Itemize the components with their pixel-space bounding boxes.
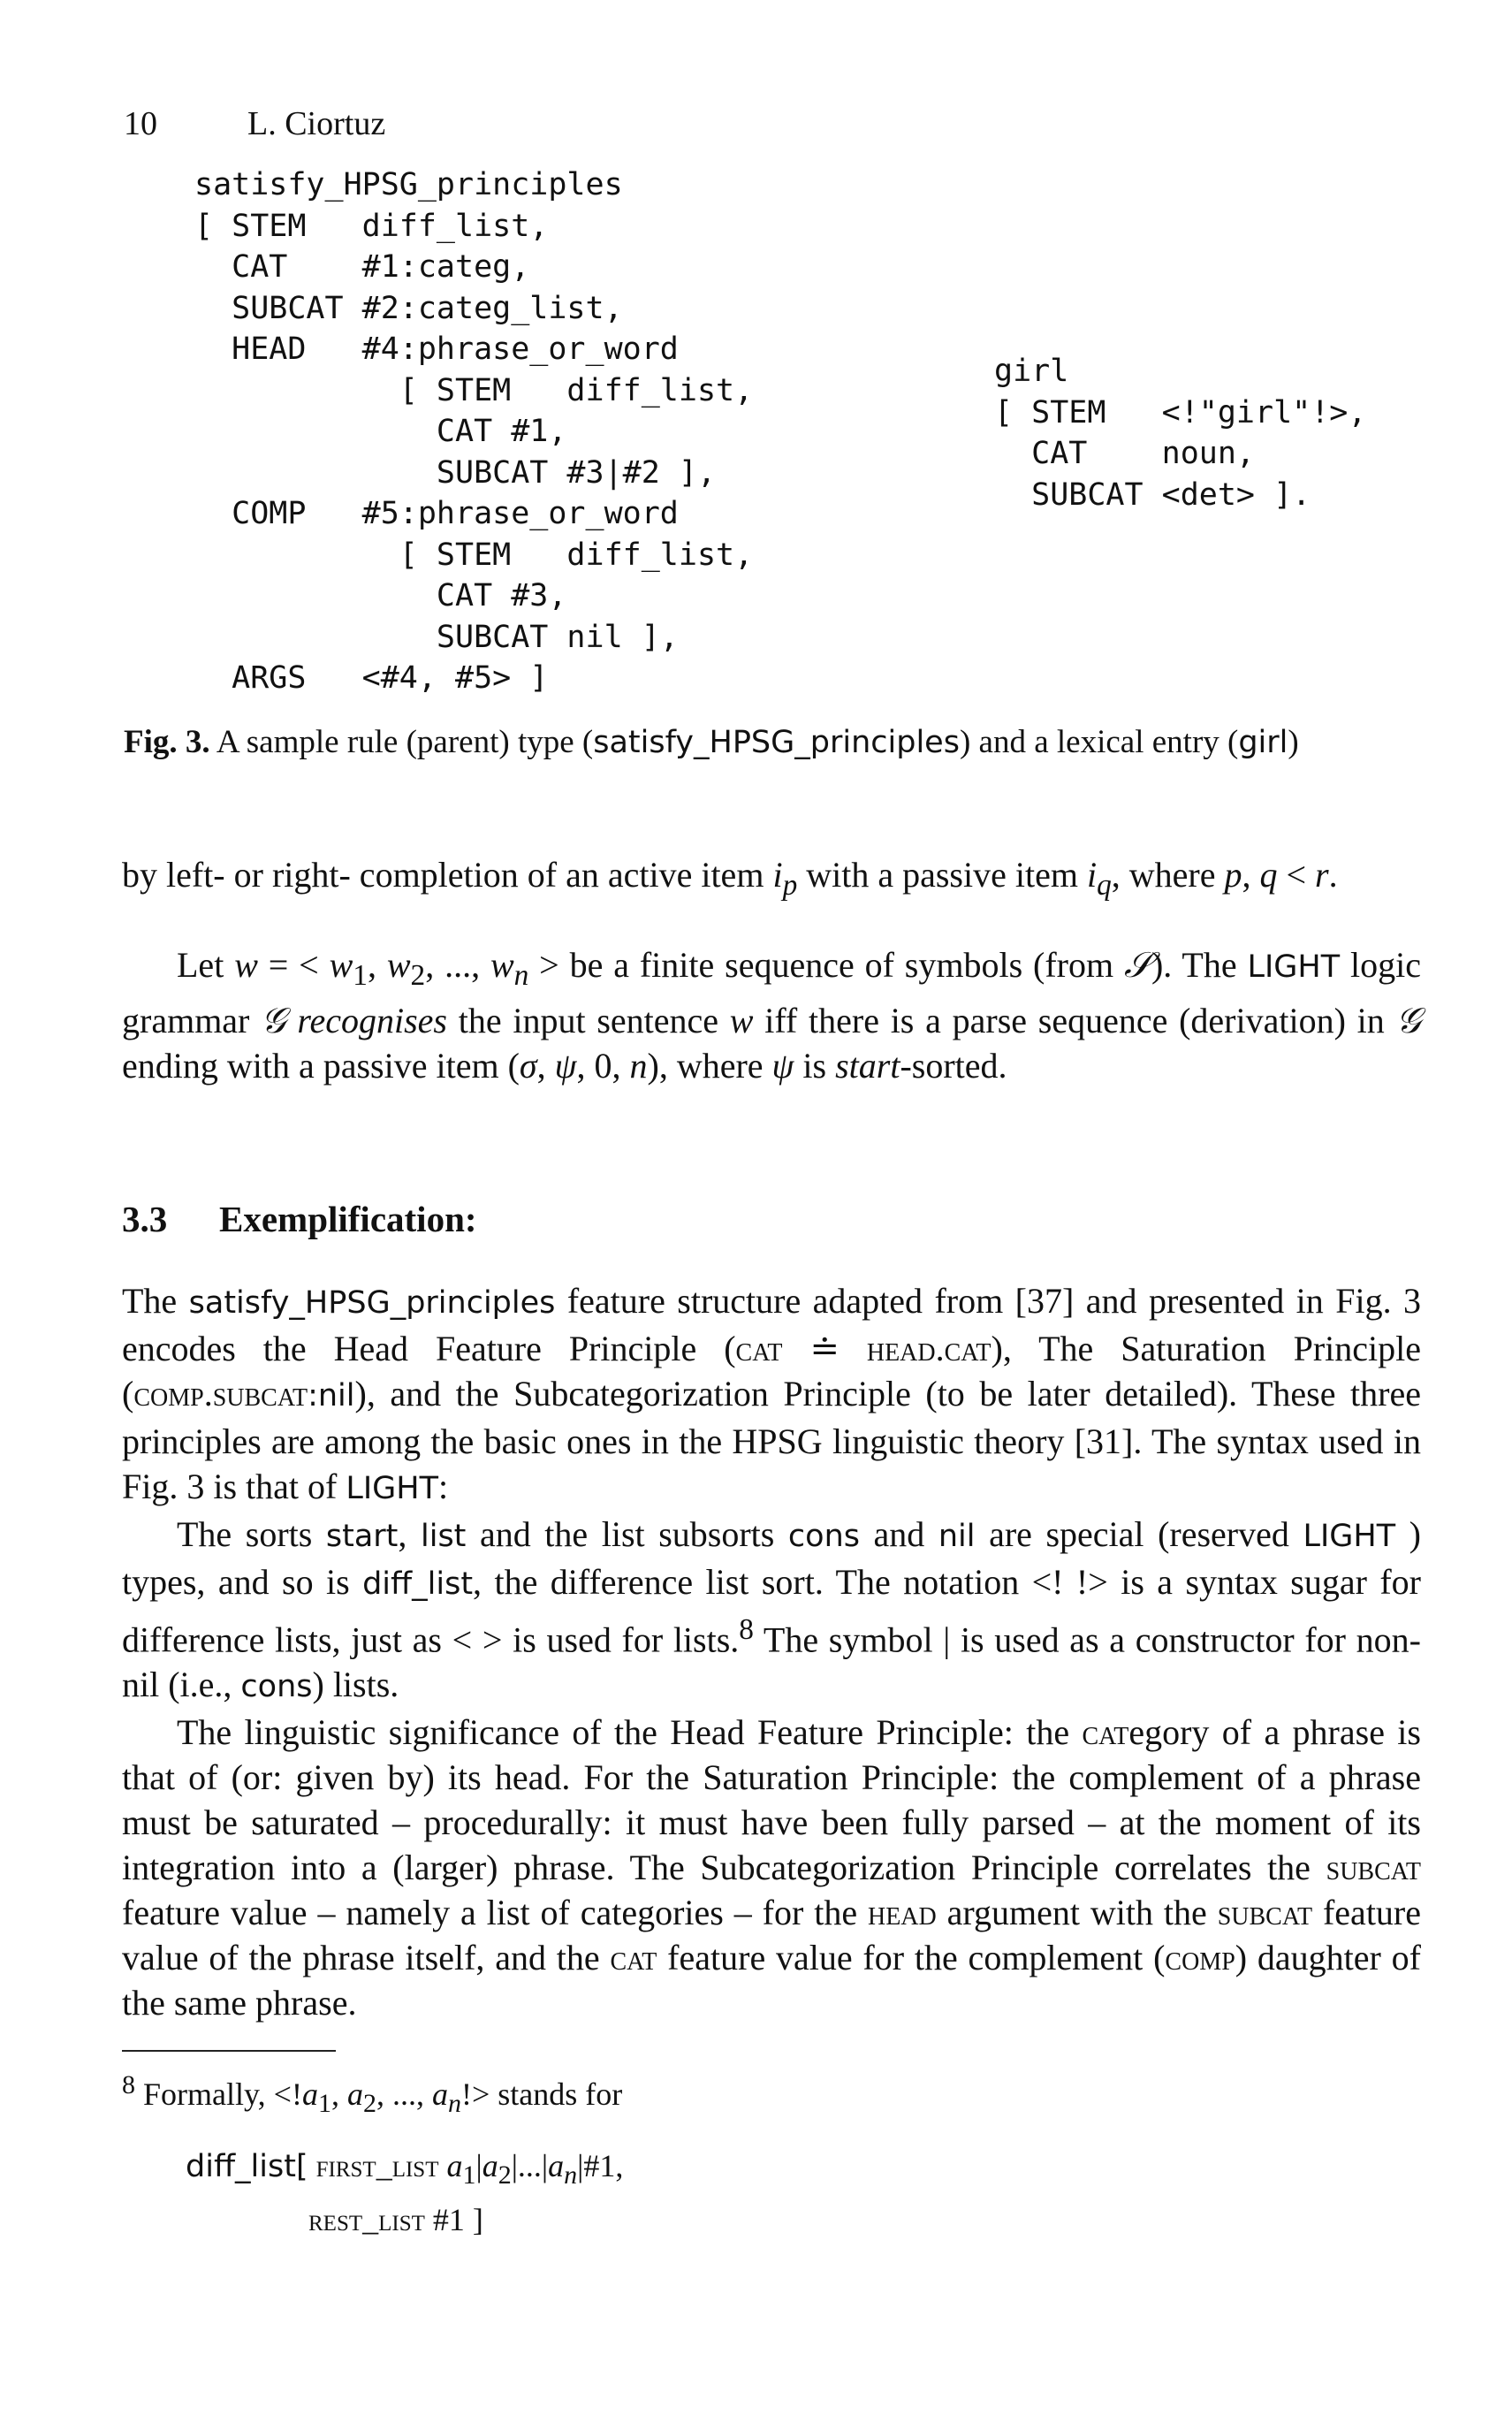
figure-caption: Fig. 3. A sample rule (parent) type (satisfy_HPSG_principles) and a lexical entry (girl) (124, 724, 1299, 760)
page-number: 10 (124, 105, 157, 142)
footnote-ref: 8 (739, 1613, 754, 1646)
section-number: 3.3 (122, 1199, 168, 1239)
paragraph-principles: The satisfy_HPSG_principles feature structure adapted from [37] and presented in Fig. 3 encodes the Head Feature Principle (cat ≐ head.cat), The Saturation Principle (comp.subcat:nil), and the Subcategorization Principle (to be later detailed). These three principles are among the basic ones in the HPSG linguistic theory [31]. The syntax used in Fig. 3 is that of LIGHT: (122, 1281, 1422, 1506)
running-header (124, 104, 385, 143)
footnote-formula: diff_list[ first_list $a_1|a_2|...|a_n|\#1$, rest_list #1 ] (186, 2148, 624, 2238)
lexical-entry-code: girl [ STEM <!"girl"!>, CAT noun, SUBCAT <det> ]. (994, 354, 1367, 513)
section-heading (122, 1198, 477, 1240)
footnote-divider (122, 2050, 336, 2052)
paragraph-significance: The linguistic significance of the Head Feature Principle: the category of a phrase is that of (or: given by) its head. For the Saturation Principle: the complement of a phrase must be saturated – procedurally: it must have been fully parsed – at the moment of its integration into a (larger) phrase. The Subcategorization Principle correlates the subcat feature value – namely a list of categories – for the head argument with the subcat feature value of the phrase itself, and the cat feature value for the complement (comp) daughter of the same phrase. (122, 1712, 1422, 2023)
figure-label: Fig. 3. (124, 724, 210, 760)
paragraph-completion: by left- or right- completion of an active item $i_p$ with a passive item $i_q$, where p, q < r. (122, 855, 1338, 902)
footnote-number: 8 (122, 2070, 135, 2099)
paragraph-recognition: Let w = < $w_1$, $w_2$, ..., $w_n$ > be a finite sequence of symbols (from 𝒮). The LIGHT logic grammar 𝒢 recognises the input sentence w iff there is a parse sequence (derivation) in 𝒢 ending with a passive item (σ, ψ, 0, n), where ψ is start-sorted. (122, 945, 1422, 1086)
section-body (122, 1278, 1421, 2025)
footnote: $^8$ Formally, $<!a_1$, $a_2$, ..., $a_n!>$ stands for (122, 2070, 623, 2119)
paragraph-sorts: The sorts start, list and the list subsorts cons and nil are special (reserved LIGHT ) types, and so is diff_list, the difference list sort. The notation <! !> is a syntax sugar for difference lists, just as < > is used for lists.$^8$ The symbol | is used as a constructor for non-nil (i.e., cons) lists. (122, 1514, 1421, 1705)
rule-type-code: satisfy_HPSG_principles [ STEM diff_list, CAT #1:categ, SUBCAT #2:categ_list, HEAD #4:phrase_or_word [ STEM diff_list, CAT #1, SUBCAT #3|#2 ], COMP #5:phrase_or_word [ STEM diff_list, CAT #3, SUBCAT nil ], ARGS <#4, #5> ] (194, 167, 754, 696)
section-title: Exemplification: (219, 1199, 477, 1239)
author-name: L. Ciortuz (247, 105, 386, 142)
